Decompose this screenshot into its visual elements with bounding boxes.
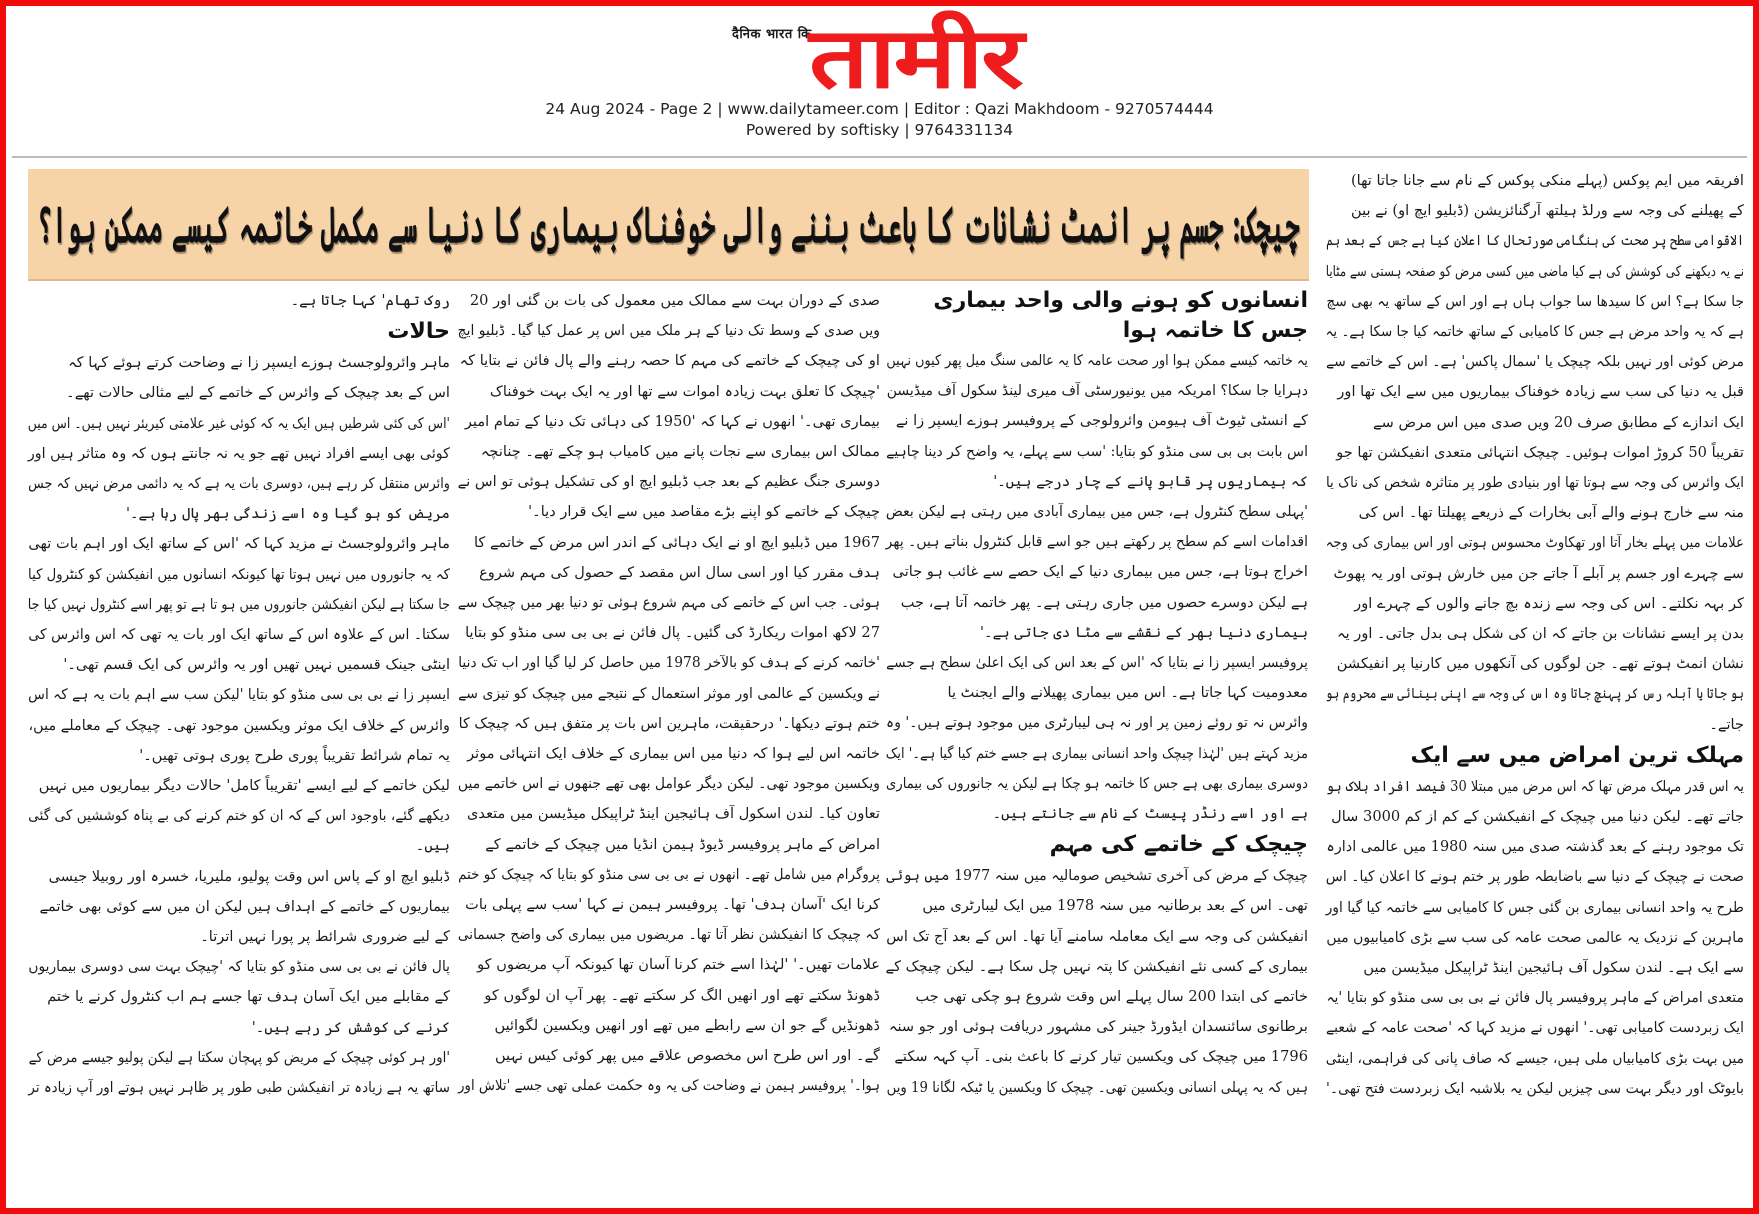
article-text-line: ہے اور اسے رنڈر پیسٹ کے نام سے جانتے ہیں۔ (992, 805, 1308, 823)
article-text-line: افریقہ میں ایم پوکس (پہلے منکی پوکس کے نام سے جانا جاتا تھا) (1350, 172, 1744, 189)
article-text-line: پال فائن نے بی بی سی منڈو کو بتایا کہ 'چیچک بہت سی دوسری بیماریوں (28, 958, 450, 976)
article-text-line: کے پھیلنے کی وجہ سے ورلڈ ہیلتھ آرگنائزیشن (ڈبلیو ایچ او) نے بین (1350, 202, 1744, 220)
issue-info-line: 24 Aug 2024 - Page 2 | www.dailytameer.com | Editor : Qazi Makhdoom - 9270574444 (545, 100, 1214, 118)
article-text-line: کے مقابلے میں ایک آسان ہدف تھا جسے ہم اب کنٹرول کرنے یا ختم (47, 988, 450, 1006)
newspaper-logo: तामीर (809, 8, 1022, 107)
article-text-line: پروگرام میں شامل تھے۔ انھوں نے بی بی سی منڈو کو بتایا کہ چیچک کو ختم (458, 865, 880, 883)
article-text-line: مریض کو ہو گیا وہ اسے زندگی بھر پال رہا ہے۔' (125, 505, 450, 523)
article-text-line: ماہر وائرولوجسٹ ہوزے ایسپر زا نے وضاحت کرتے ہوئے کہا کہ (68, 354, 450, 372)
article-text-line: چیچک کے خاتمے کو اپنے بڑے مقاصد میں سے ایک قرار دیا۔' (528, 503, 880, 521)
powered-by-line: Powered by softisky | 9764331134 (745, 121, 1014, 139)
article-text-line: ڈھونڈ سکتے تھے اور انھیں الگ کر سکتے تھے۔ پھر آپ ان لوگوں کو (484, 986, 880, 1004)
article-text-line: منہ سے خارج ہونے والے آبی بخارات کے ذریعے پھیلتا تھا۔ اس کی (1358, 504, 1744, 522)
article-text-line: نے یہ دیکھنے کی کوشش کی ہے کیا ماضی میں کسی مرض کو صفحہ ہستی سے مٹایا (1325, 262, 1744, 280)
article-text-line: 'اور ہر کوئی چیچک کے مریض کو پہچان سکتا ہے لیکن پولیو جیسے مرض کے (28, 1048, 450, 1066)
article-text-line: متعدی امراض کے ماہر پروفیسر پال فائن نے بی بی سی منڈو کو بتایا 'یہ (1326, 989, 1744, 1007)
article-text-line: 'چیچک کا تعلق بہت زیادہ اموات سے تھا اور یہ ایک بہت خوفناک (489, 382, 880, 400)
article-text-line: سے چہرے اور جسم پر آبلے آ جاتے جن میں خارش ہوتی اور یہ پھوٹ (1333, 564, 1744, 582)
article-text-line: برطانوی سائنسدان ایڈورڈ جینر کی مشہور دریافت ہوئی اور جو سنہ (888, 1018, 1308, 1036)
article-text-line: صدی کے دوران بہت سے ممالک میں معمول کی بات بن گئی اور 20 (469, 292, 880, 309)
article-text-line: 27 لاکھ اموات ریکارڈ کی گئیں۔ پال فائن نے بی بی سی منڈو کو بتایا (465, 624, 880, 642)
article-text-line: یہ خاتمہ کیسے ممکن ہوا اور صحت عامہ کا یہ عالمی سنگ میل پھر کیوں نہیں (886, 352, 1308, 369)
article-text-line: طرح یہ واحد انسانی بیماری بن گئی جس کا کامیابی سے خاتمہ کیا گیا اور (1325, 898, 1744, 916)
article-text-line: ایک اندازے کے مطابق صرف 20 ویں صدی میں اس مرض سے (1373, 413, 1744, 431)
article-text-line: بیماری تھی۔' انھوں نے کہا کہ '1950 کی دہائی تک دنیا کے تمام امیر (464, 412, 880, 430)
article-text-line: ماہر وائرولوجسٹ نے مزید کہا کہ 'اس کے ساتھ ایک اور اہم بات تھی (28, 535, 450, 553)
article-text-line: اقدامات اسے کم سطح پر رکھتے ہیں جو اسے قابل کنٹرول بناتے ہیں۔ پھر (885, 533, 1308, 551)
main-headline: چیچک: جسم پر انمٹ نشانات کا باعث بننے والی خوفناک بیماری کا دنیا سے مکمل خاتمہ کیسے ممکن ہوا؟ (37, 194, 1300, 254)
article-text-line: کے انسٹی ٹیوٹ آف ہیومن وائرولوجی کے پروفیسر ہوزے ایسپر زا نے (895, 412, 1308, 430)
section-heading: انسانوں کو ہونے والی واحد بیماری جس کا خاتمہ ہوا (933, 288, 1308, 343)
article-column-3 (886, 286, 1308, 1103)
article-text-line: بیماری دنیا بھر کے نقشے سے مٹا دی جاتی ہے۔' (980, 623, 1308, 641)
article-text-line: ایک وائرس کی وجہ سے ہوتا تھا اور بنیادی طور پر متاثرہ شخص کی ناک یا (1325, 474, 1744, 492)
article-text-line: نشان انمٹ ہوتے تھے۔ جن لوگوں کی آنکھوں میں کارنیا پر انفیکشن (1336, 655, 1744, 673)
article-text-line: تقریباً 50 کروڑ اموات ہوئیں۔ چیچک انتہائی متعدی انفیکشن تھا جو (1336, 443, 1744, 461)
article-text-line: کہ چیچک کا انفیکشن نظر آتا تھا۔ مریضوں میں بیماری کی واضح جسمانی (457, 926, 880, 944)
article-text-line: 'پہلی سطح کنٹرول ہے، جس میں بیماری آبادی میں رہتی ہے لیکن بعض (885, 503, 1308, 521)
article-text-line: گے۔ اور اس طرح اس مخصوص علاقے میں پھر کوئی کیس نہیں (494, 1047, 880, 1065)
article-text-line: وائرس کے خلاف ایک موثر ویکسین موجود تھی۔ چیچک کے معاملے میں، (28, 716, 450, 734)
article-text-line: ہوا۔' پروفیسر ہیمن نے وضاحت کی یہ وہ حکمت عملی تھی جسے 'تلاش اور (458, 1077, 880, 1095)
article-text-line: بیماریوں کے خاتمے کے اہداف ہیں لیکن ان میں سے کوئی بھی خاتمے (39, 897, 450, 915)
article-text-line: بدن پر ایسے نشانات بن جاتے کہ ان کی شکل ہی بدل جاتی۔ اور یہ (1337, 625, 1744, 643)
article-text-line: کرنا ایک 'آسان ہدف' تھا۔ پروفیسر ہیمن نے کہا 'سب سے پہلی بات (465, 896, 880, 914)
article-text-line: الاقوامی سطح پر صحت کی ہنگامی صورتحال کا اعلان کیا ہے جس کے بعد ہم (1326, 232, 1744, 250)
article-text-line: تک موجود رہنے کے بعد گذشتہ صدی میں سنہ 1980 میں عالمی ادارہ (1326, 838, 1744, 856)
article-text-line: ہے لیکن دوسرے حصوں میں جاری رہتی ہے۔ پھر خاتمہ آتا ہے، جب (900, 593, 1308, 611)
article-text-line: ویں صدی کے وسط تک دنیا کے ہر ملک میں اس پر عمل کیا گیا۔ ڈبلیو ایچ (457, 322, 880, 340)
article-text-line: علامات میں پہلے بخار آتا اور تھکاوٹ محسوس ہوتی اور اس بیماری کی وجہ (1325, 534, 1744, 552)
article-text-line: ساتھ یہ ہے زیادہ تر انفیکشن طبی طور پر ظاہر نہیں ہوتے اور آپ زیادہ تر (28, 1079, 450, 1097)
article-column-2 (458, 286, 880, 1101)
article-text-line: لیکن خاتمے کے لیے ایسے 'تقریباً کامل' حالات دیگر بیماریوں میں نہیں (38, 777, 450, 795)
article-text-line: اخراج ہوتا ہے، جس میں بیماری دنیا کے ایک حصے سے غائب ہو جاتی (892, 563, 1308, 581)
article-text-line: دیکھے گئے، باوجود اس کے کہ ان کو ختم کرنے کی بے پناہ کوششیں کی گئی (28, 807, 451, 825)
article-text-line: روک تھام' کہا جاتا ہے۔ (290, 292, 450, 309)
article-text-line: ڈبلیو ایچ او کے پاس اس وقت پولیو، ملیریا، خسرہ اور روبیلا جیسی (48, 867, 450, 885)
article-text-line: خاتمے کی ابتدا 200 سال پہلے اس وقت شروع ہو چکی تھی جب (915, 988, 1308, 1006)
article-text-line: تھی۔ اس کے بعد برطانیہ میں سنہ 1978 میں ایک لیبارٹری میں (922, 897, 1308, 915)
article-text-line: نے ویکسین کے عالمی اور موثر استعمال کے نتیجے میں چیچک کو تیزی سے (458, 684, 880, 702)
article-text-line: جاتے۔ (1709, 715, 1744, 733)
article-text-line: یہ اس قدر مہلک مرض تھا کہ اس مرض میں مبتلا 30 فیصد افراد ہلاک ہو (1326, 777, 1744, 795)
article-text-line: بیماری کے کسی نئے انفیکشن کا پتہ نہیں چل سکا ہے۔ لیکن چیچک کے (885, 957, 1308, 975)
article-text-line: میں بہت بڑی کامیابیاں ملی ہیں، جیسے کہ صاف پانی کی فراہمی، اینٹی (1325, 1049, 1744, 1067)
article-text-line: خاتمہ اس لیے ہوا کہ دنیا میں اس بیماری کے خلاف ایک انتہائی موثر (467, 745, 880, 763)
article-column-1 (28, 286, 450, 1103)
article-text-line: قبل یہ دنیا کی سب سے زیادہ خوفناک بیماریوں میں سے ایک تھا اور (1337, 383, 1744, 401)
article-text-line: یہ تمام شرائط تقریباً پوری طرح پوری ہوتی تھیں۔' (139, 746, 450, 764)
article-text-line: وائرس نہ تو روئے زمین پر اور نہ ہی لیبارٹری میں موجود ہوتے ہیں۔' وہ (886, 714, 1308, 732)
article-text-line: ویکسین موجود تھی۔ لیکن دیگر عوامل بھی تھے جنھوں نے اس خاتمے میں (457, 775, 880, 793)
article-text-line: مزید کہتے ہیں 'لہٰذا چیچک واحد انسانی بیماری ہے جسے ختم کیا گیا ہے۔' ایک (885, 744, 1308, 762)
article-text-line: 1967 میں ڈبلیو ایچ او نے ایک دہائی کے اندر اس مرض کے خاتمے کا (473, 533, 880, 551)
article-text-line: کرنے کی کوشش کر رہے ہیں۔' (251, 1018, 450, 1036)
article-column-right (1326, 166, 1744, 1104)
section-heading: چیچک کے خاتمے کی مہم (1049, 832, 1308, 858)
article-text-line: دوسری بیماری بھی ہے جس کا خاتمہ ہو چکا ہے لیکن یہ جانوروں کی بیماری (886, 774, 1308, 792)
article-text-line: ہیں۔ (415, 837, 450, 855)
article-text-line: دہرایا جا سکا؟ امریکہ میں یونیورسٹی آف میری لینڈ سکول آف میڈیسن (886, 382, 1308, 400)
article-text-line: ماہرین کے نزدیک یہ عالمی صحت عامہ کی سب سے بڑی کامیابیوں میں (1326, 928, 1744, 946)
article-text-line: ختم ہوتے دیکھا۔' درحقیقت، ماہرین اس بات پر متفق ہیں کہ چیچک کا (458, 714, 880, 732)
masthead (6, 8, 1753, 152)
article-text-line: امراض کے ماہر پروفیسر ڈیوڈ ہیمن انڈیا میں چیچک کے خاتمے کے (485, 835, 880, 853)
article-text-line: صحت نے چیچک کے دنیا سے باضابطہ طور پر ختم ہونے کا اعلان کیا۔ اس (1325, 868, 1744, 886)
article-text-line: بایوٹک اور دیگر بہت سی چیزیں لیکن یہ بلاشبہ ایک زبردست فتح تھی۔' (1326, 1079, 1744, 1097)
article-text-line: 'اس کی کئی شرطیں ہیں ایک یہ کہ کوئی غیر علامتی کیریئر نہیں ہیں۔ اس میں (27, 414, 451, 432)
article-text-line: کہ بیماریوں پر قابو پانے کے چار درجے ہیں۔' (993, 472, 1308, 490)
article-text-line: کوئی بھی ایسے افراد نہیں تھے جو یہ نہ جانتے ہوں کہ وہ متاثر ہیں اور (27, 444, 450, 462)
headline-banner (28, 169, 1309, 281)
article-text-line: کے لیے ضروری شرائط پر پورا نہیں اترتا۔ (200, 928, 450, 946)
article-text-line: تعاون کیا۔ لندن اسکول آف ہائیجین اینڈ ٹراپیکل میڈیسن میں متعدی (466, 805, 880, 823)
article-text-line: معدومیت کہا جاتا ہے۔ اس میں بیماری پھیلانے والے ایجنٹ یا (947, 684, 1308, 702)
article-text-line: اس بابت بی بی سی منڈو کو بتایا: 'سب سے پہلے، یہ واضح کر دینا چاہیے (886, 442, 1308, 460)
article-text-line: مرض کوئی اور نہیں بلکہ چیچک یا 'سمال پاکس' ہے۔ اس کے خاتمے سے (1325, 353, 1744, 371)
article-text-line: وائرس منتقل کر رہے ہیں، دوسری بات یہ ہے کہ یہ دائمی مرض نہیں کہ جس (28, 475, 450, 493)
article-text-line: 'خاتمہ کرنے کے ہدف کو بالآخر 1978 میں حاصل کر لیا گیا اور اب تک دنیا (458, 654, 880, 672)
article-text-line: جاتے تھے۔ لیکن دنیا میں چیچک کے انفیکشن کے کم از کم 3000 سال (1331, 808, 1744, 826)
article-text-line: انفیکشن کی وجہ سے ایک معاملہ سامنے آیا تھا۔ اس کے بعد آج تک اس (886, 927, 1308, 945)
article-text-line: ہے کہ یہ واحد مرض ہے جس کا کامیابی کے ساتھ خاتمہ کیا جا سکا ہے۔ یہ (1325, 323, 1744, 341)
article-text-line: ہوئی۔ جب اس کے خاتمے کی مہم شروع ہوئی تو دنیا بھر میں چیچک سے (457, 594, 880, 612)
article-text-line: سے ایک ہے۔ لندن سکول آف ہائیجین اینڈ ٹراپیکل میڈیسن میں (1363, 959, 1744, 977)
article-text-line: کر بہہ نکلتے۔ اس کی وجہ سے زندہ بچ جانے والوں کے چہرے اور (1354, 594, 1744, 612)
article-text-line: سکتا۔ اس کے علاوہ اس کے ساتھ ایک اور بات یہ تھی کہ اس وائرس کی (28, 626, 450, 644)
article-text-line: پروفیسر ایسپر زا نے بتایا کہ 'اس کے بعد اس کی ایک اعلیٰ سطح ہے جسے (886, 654, 1308, 672)
section-heading: مہلک ترین امراض میں سے ایک (1410, 742, 1744, 768)
article-text-line: ہیں کہ یہ پہلی انسانی ویکسین تھی۔ چیچک کا ویکسین یا ٹیکہ لگانا 19 ویں (886, 1078, 1308, 1096)
article-text-line: او کی چیچک کے خاتمے کی مہم کا حصہ رہنے والے پال فائن نے بتایا کہ (459, 352, 880, 370)
article-text-line: ہدف مقرر کیا اور اسی سال اس مقصد کے حصول کی مہم شروع (479, 563, 880, 581)
article-text-line: جا سکا ہے؟ اس کا سیدھا سا جواب ہاں ہے اور اس کے ساتھ یہ بھی سچ (1326, 292, 1744, 310)
article-text-line: اس کے بعد چیچک کے وائرس کے خاتمے کے لیے مثالی حالات تھے۔ (66, 384, 450, 402)
section-heading: حالات (387, 319, 450, 345)
article-text-line: دوسری جنگ عظیم کے بعد جب ڈبلیو ایچ او کی تشکیل ہوئی تو اس نے (457, 473, 880, 491)
article-text-line: ممالک اس بیماری سے نجات پانے میں کامیاب ہو چکے تھے۔ چنانچہ (480, 443, 880, 461)
article-text-line: ایسپر زا نے بی بی سی منڈو کو بتایا 'لیکن سب سے اہم بات یہ ہے کہ اس (28, 686, 450, 704)
article-text-line: ڈھونڈیں گے جو ان سے رابطے میں تھے اور انھیں ویکسین لگوائیں (494, 1016, 880, 1034)
masthead-tagline: दैनिक भारत कि (732, 27, 812, 42)
article-text-line: اینٹی جینک قسمیں نہیں تھیں اور یہ وائرس کی ایک قسم تھی۔' (63, 656, 450, 674)
article-text-line: ہو جاتا یا آبلہ رس کر پہنچ جاتا وہ اس کی وجہ سے اپنی بینائی سے محروم ہو (1325, 685, 1744, 703)
header-divider (12, 156, 1747, 158)
article-text-line: 1796 میں چیچک کی ویکسین تیار کرنے کا باعث بنی۔ آپ کہہ سکتے (894, 1048, 1308, 1066)
article-text-line: ایک زبردست کامیابی تھی۔' انھوں نے مزید کہا کہ 'صحت عامہ کے شعبے (1325, 1019, 1744, 1037)
article-text-line: چیچک کے مرض کی آخری تشخیص صومالیہ میں سنہ 1977 میں ہوئی (886, 867, 1308, 885)
article-text-line: جا سکتا ہے لیکن انفیکشن جانوروں میں ہو تا ہے تو پھر اسے کنٹرول نہیں کیا جا (27, 595, 451, 613)
article-text-line: علامات تھیں۔' 'لہٰذا اسے ختم کرنا آسان تھا کیونکہ آپ مریضوں کو (477, 956, 880, 974)
article-text-line: کہ یہ جانوروں میں نہیں ہوتا تھا کیونکہ انسانوں میں انفیکشن کو کنٹرول کیا (28, 565, 450, 583)
